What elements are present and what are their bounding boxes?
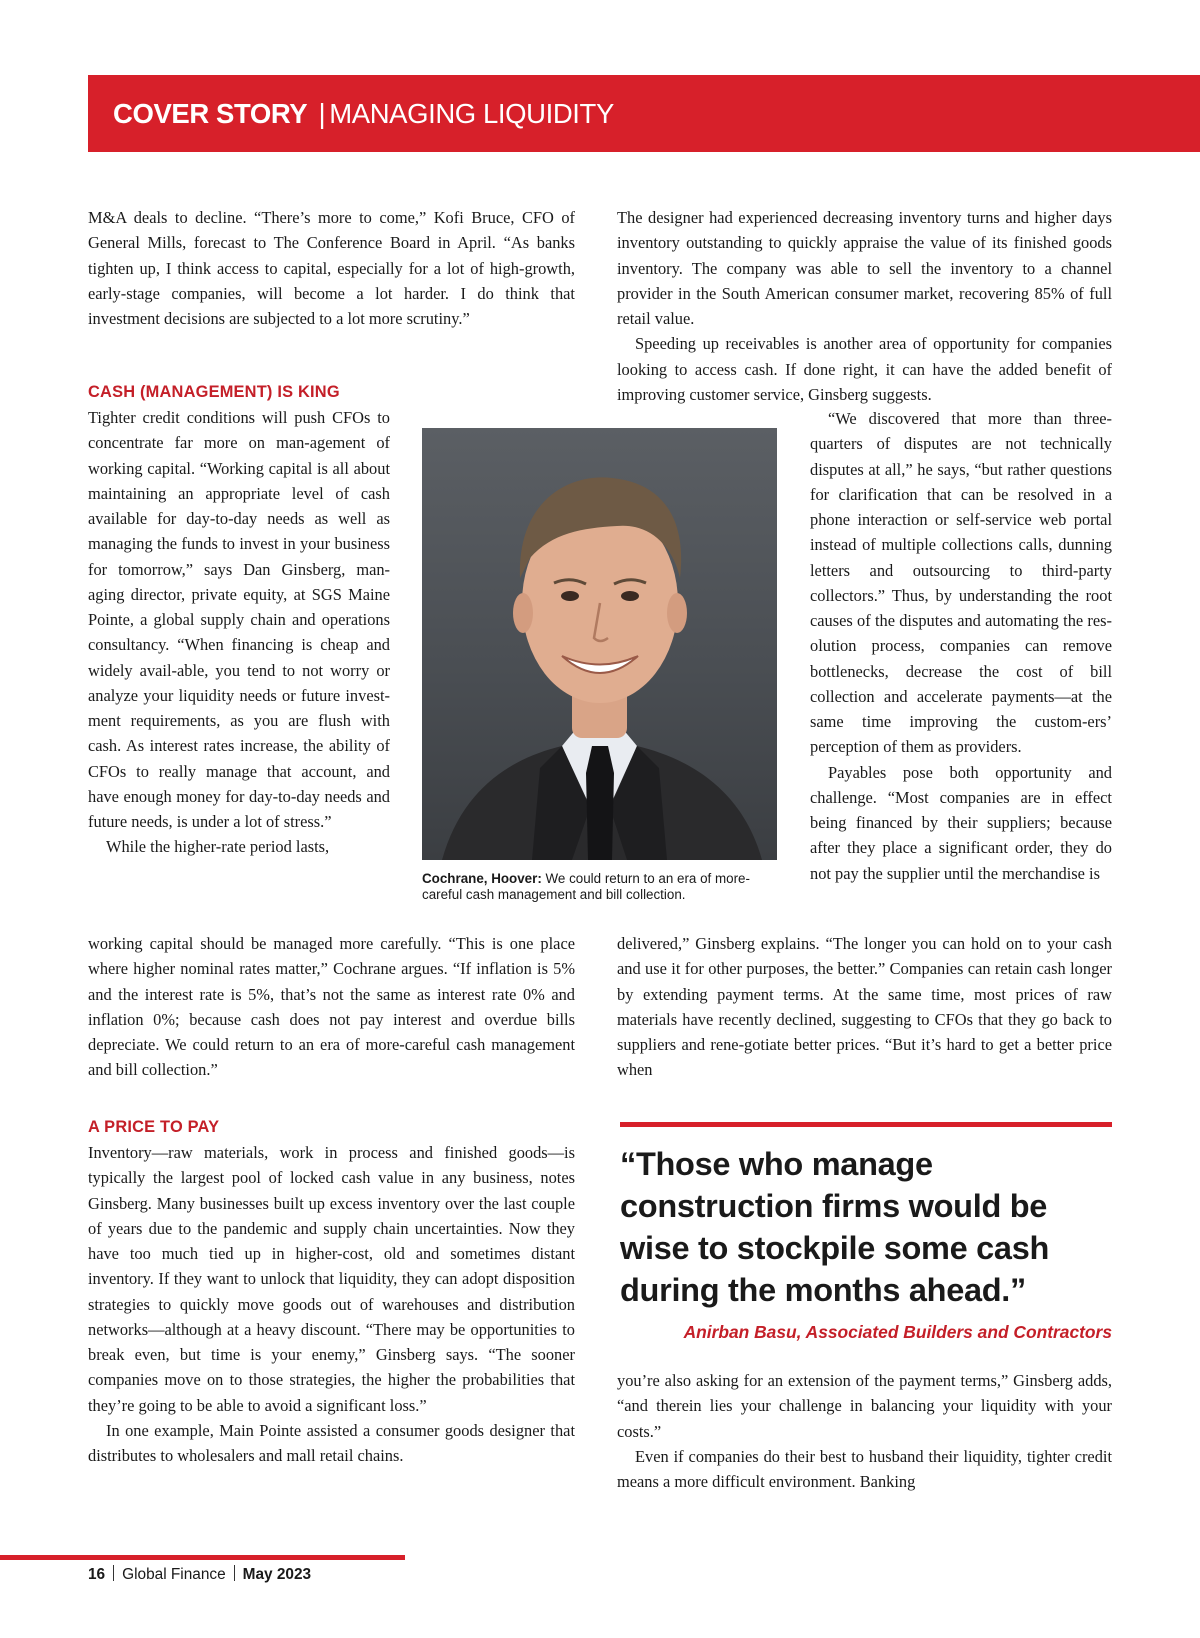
portrait-illustration [422, 428, 777, 860]
left-column-inventory [88, 1140, 575, 1468]
right-column-wrap [810, 406, 1112, 886]
caption-name: Cochrane, Hoover: [422, 871, 542, 886]
left-column-top [88, 205, 575, 331]
section-banner [88, 75, 1200, 152]
section-label: COVER STORY [113, 98, 308, 129]
portrait-photo [422, 428, 777, 860]
page-footer [88, 1565, 311, 1584]
body-paragraph: Payables pose both opportunity and challenge. “Most companies are in effect being financed by their suppliers; because after they place a significant order, they do not pay the supplier until the merchandise is [810, 762, 1112, 883]
footer-divider [113, 1565, 114, 1581]
body-paragraph: Even if companies do their best to husband their liquidity, tighter credit means a more difficult environment. Banking [617, 1446, 1112, 1491]
section-heading-cash: CASH (MANAGEMENT) IS KING [88, 383, 340, 401]
publication-name: Global Finance [122, 1566, 226, 1583]
intro-paragraph: M&A deals to decline. “There’s more to come,” Kofi Bruce, CFO of General Mills, forecast to The Conference Board in April. “As banks tighten up, I think access to capital, especially for a lot of high-growth, early-stage companies, will become a lot harder. I do think that investment decisions are subjected to a lot more scrutiny.” [88, 208, 575, 328]
body-paragraph: Inventory—raw materials, work in process and finished goods—is typically the largest pool of locked cash value in any business, notes Ginsberg. Many businesses built up excess inventory over the last couple of years due to the pandemic and supply chain uncertainties. Now they have too much tied up in higher-cost, old and sometimes distant inventory. If they want to unlock that liquidity, they can adopt disposition strategies to quickly move goods out of warehouses and distribution networks—although at a heavy discount. “There may be opportunities to break even, but time is your enemy,” Ginsberg says. “The sooner companies move on to those strategies, the higher the probabilities that they’re going to be able to avoid a significant loss.” [88, 1143, 575, 1415]
pull-quote-rule [620, 1122, 1112, 1127]
caption-text: We could return to an era of more-careful cash management and bill collection. [422, 871, 750, 902]
body-paragraph: Tighter credit conditions will push CFOs to concentrate far more on man-agement of working capital. “Working capital is all about maintaining an appropriate level of cash available for day-to-day needs as well as managing the funds to invest in your business for tomorrow,” says Dan Ginsberg, man-aging director, private equity, at SGS Maine Pointe, a global supply chain and operations consultancy. “When financing is cheap and widely avail-able, you tend to not worry or analyze your liquidity needs or future invest-ment requirements, as you are flush with cash. As interest rates increase, the ability of CFOs to really manage that account, and have enough money for day-to-day needs and future needs, is under a lot of stress.” [88, 408, 390, 831]
pull-quote-attribution: Anirban Basu, Associated Builders and Contractors [683, 1322, 1112, 1342]
body-paragraph: The designer had experienced decreasing inventory turns and higher days inventory outstanding to quickly appraise the value of its finished goods inventory. The company was able to sell the inventory to a channel provider in the South American consumer market, recovering 85% of full retail value. [617, 208, 1112, 328]
body-paragraph: In one example, Main Pointe assisted a consumer goods designer that distributes to wholesalers and mall retail chains. [88, 1420, 575, 1465]
banner-separator: | [318, 98, 326, 129]
page-number: 16 [88, 1566, 106, 1583]
footer-divider [234, 1565, 235, 1581]
body-paragraph: Speeding up receivables is another area of opportunity for companies looking to access cash. If done right, it can have the added benefit of improving customer service, Ginsberg suggests. [617, 334, 1112, 404]
section-topic: MANAGING LIQUIDITY [329, 98, 614, 129]
left-column-bottom [88, 931, 575, 1083]
body-paragraph: you’re also asking for an extension of the payment terms,” Ginsberg adds, “and therein lies your challenge in balancing your liquidity with your costs.” [617, 1371, 1112, 1441]
issue-date: May 2023 [242, 1566, 312, 1583]
photo-caption [422, 871, 782, 903]
right-column-bottom [617, 1368, 1112, 1494]
right-column-top [617, 205, 1112, 407]
footer-rule [0, 1555, 405, 1560]
right-column-middle [617, 931, 1112, 1083]
body-paragraph: working capital should be managed more carefully. “This is one place where higher nominal rates matter,” Cochrane argues. “If inflation is 5% and the interest rate is 5%, that’s not the same as interest rate 0% and inflation 0%; because cash does not pay interest and overdue bills depreciate. We could return to an era of more-careful cash management and bill collection.” [88, 934, 575, 1080]
body-paragraph: delivered,” Ginsberg explains. “The longer you can hold on to your cash and use it for other purposes, the better.” Companies can retain cash longer by extending payment terms. At the same time, most prices of raw materials have recently declined, suggesting to CFOs that they go back to suppliers and rene-gotiate better prices. “But it’s hard to get a better price when [617, 934, 1112, 1080]
section-heading-price: A PRICE TO PAY [88, 1118, 220, 1136]
body-paragraph: “We discovered that more than three-quarters of disputes are not technically disputes at all,” he says, “but rather questions for clarification that can be resolved in a phone interaction or self-service web portal instead of multiple collections calls, dunning letters and outsourcing to third-party collectors.” Thus, by understanding the root causes of the disputes and automating the res-olution process, companies can remove bottlenecks, decrease the cost of bill collection and accelerate payments—at the same time improving the custom-ers’ perception of them as providers. [810, 409, 1112, 757]
body-paragraph: While the higher-rate period lasts, [106, 837, 330, 857]
left-column-wrap [88, 405, 390, 860]
pull-quote: “Those who manage construction firms would be wise to stockpile some cash during the months ahead.” [620, 1146, 1050, 1308]
